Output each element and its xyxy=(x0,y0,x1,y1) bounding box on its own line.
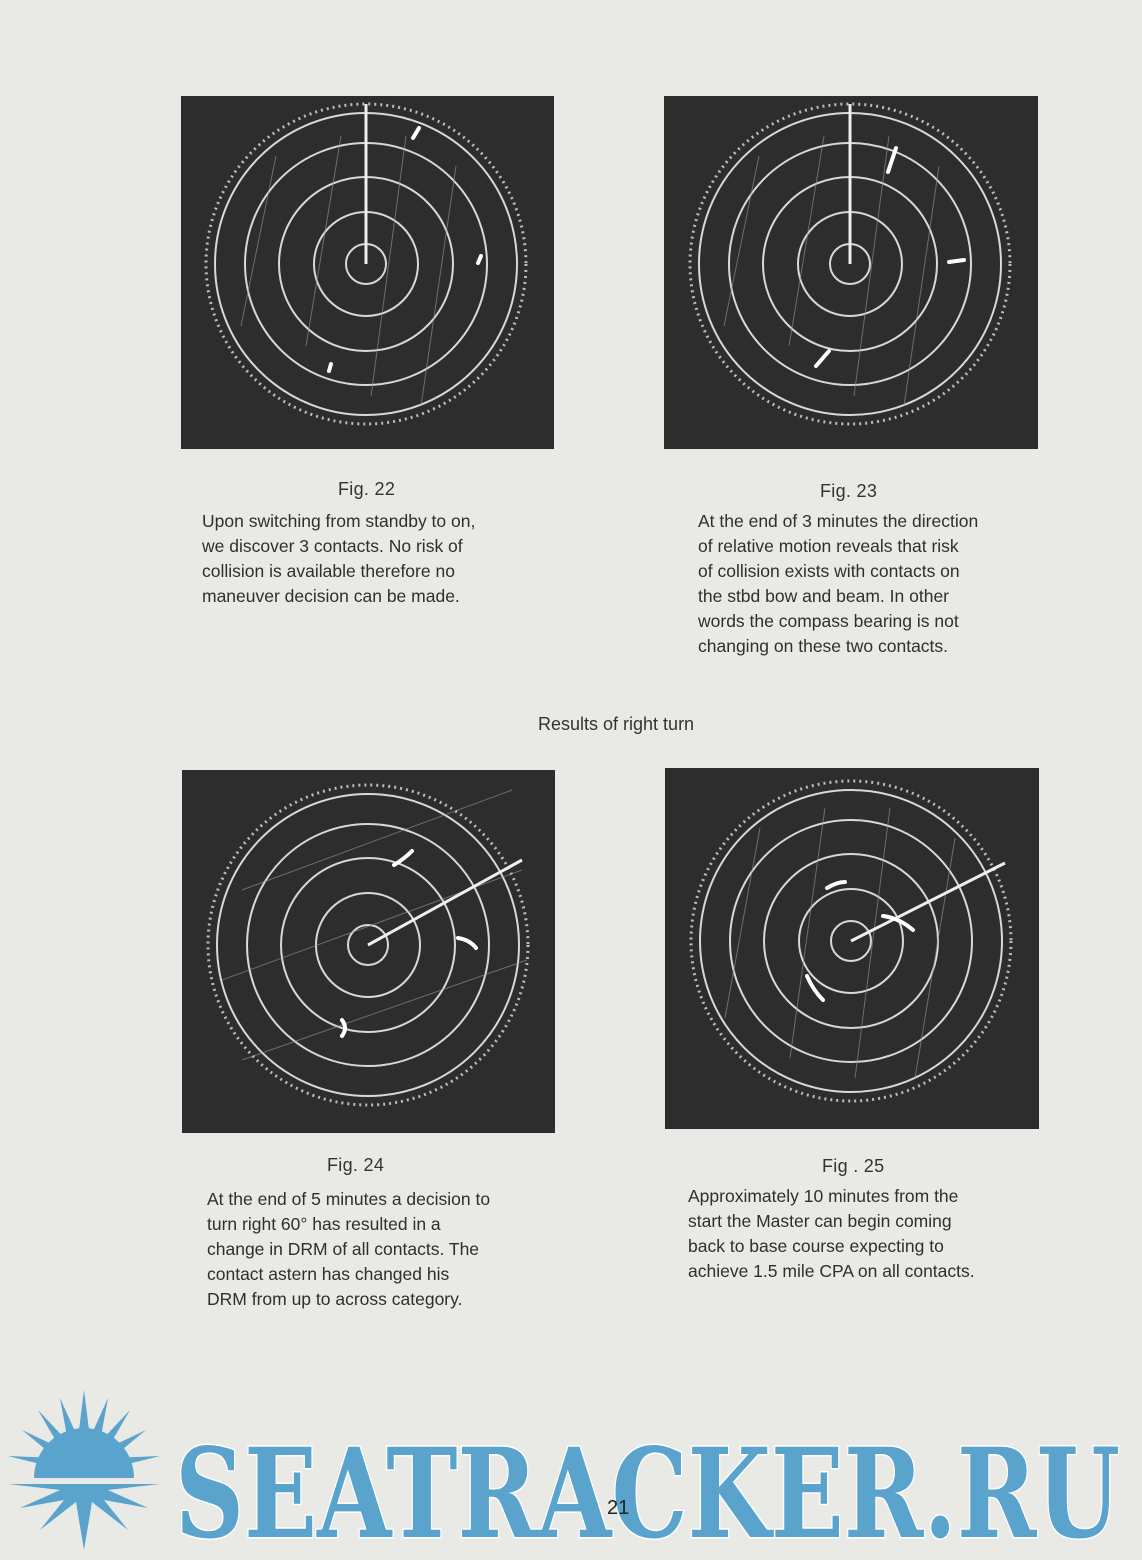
page-number: 21 xyxy=(607,1497,630,1519)
radar-photo-fig24 xyxy=(182,770,555,1133)
caption-line: back to base course expecting to xyxy=(688,1236,944,1256)
caption-line: of relative motion reveals that risk xyxy=(698,536,959,556)
figure-caption xyxy=(698,509,978,659)
figure-label: Fig. 23 xyxy=(820,481,878,501)
figure-label: Fig . 25 xyxy=(822,1156,885,1176)
caption-line: turn right 60° has resulted in a xyxy=(207,1214,441,1234)
caption-line: words the compass bearing is not xyxy=(698,611,959,631)
caption-line: collision is available therefore no xyxy=(202,561,455,581)
sun-icon xyxy=(8,1390,160,1550)
watermark-text: SEATRACKER.RU xyxy=(175,1422,1120,1555)
caption-line: contact astern has changed his xyxy=(207,1264,450,1284)
figure-caption xyxy=(207,1187,490,1312)
radar-photo-fig23 xyxy=(664,96,1038,449)
caption-line: change in DRM of all contacts. The xyxy=(207,1239,480,1259)
caption-line: At the end of 5 minutes a decision to xyxy=(207,1189,491,1209)
caption-line: maneuver decision can be made. xyxy=(202,586,460,606)
caption-line: Approximately 10 minutes from the xyxy=(688,1186,959,1206)
caption-line: changing on these two contacts. xyxy=(698,636,949,656)
caption-line: the stbd bow and beam. In other xyxy=(698,586,949,606)
caption-line: start the Master can begin coming xyxy=(688,1211,952,1231)
figure-caption xyxy=(688,1184,975,1284)
caption-line: DRM from up to across category. xyxy=(207,1289,463,1309)
figure-label: Fig. 22 xyxy=(338,479,396,499)
figure-label: Fig. 24 xyxy=(327,1155,385,1175)
caption-line: we discover 3 contacts. No risk of xyxy=(202,536,463,556)
caption-line: achieve 1.5 mile CPA on all contacts. xyxy=(688,1261,975,1281)
radar-photo-fig25 xyxy=(665,768,1039,1129)
caption-line: of collision exists with contacts on xyxy=(698,561,960,581)
radar-photo-fig22 xyxy=(181,96,554,449)
section-heading: Results of right turn xyxy=(538,714,695,734)
caption-line: Upon switching from standby to on, xyxy=(202,511,476,531)
caption-line: At the end of 3 minutes the direction xyxy=(698,511,979,531)
watermark xyxy=(0,1380,1142,1555)
figure-caption xyxy=(202,509,475,609)
